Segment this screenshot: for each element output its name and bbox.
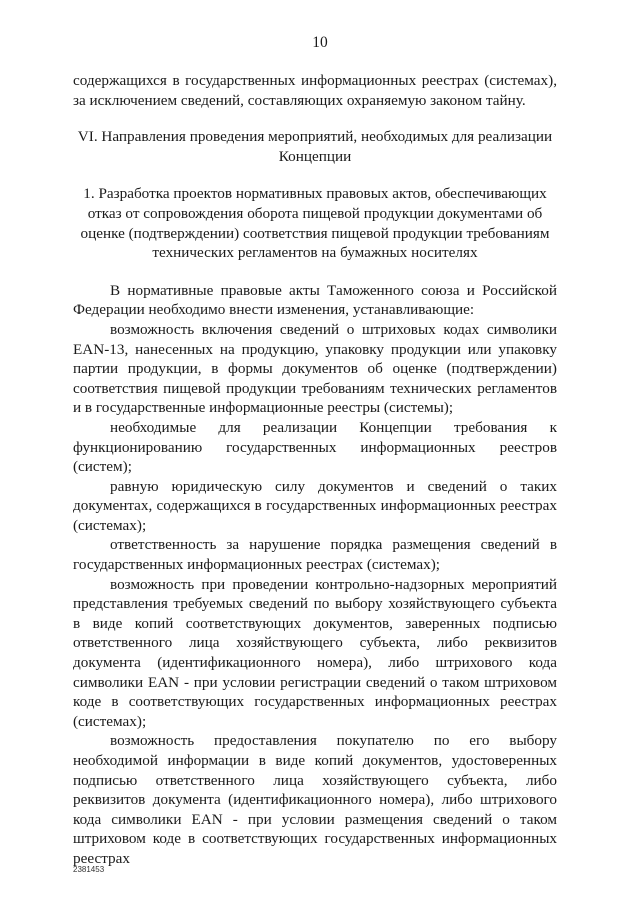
page-number: 10: [312, 34, 328, 51]
paragraph-6: возможность при проведении контрольно-надзорных мероприятий представления требуемых сведений по выбору хозяйствующего субъекта в виде копий соответствующих документов, заверенных подписью ответственного лица хозяйствующего субъекта, либо реквизитов документа (идентификационного номера), либо штрихового кода символики EAN - при условии регистрации сведений о таком штриховом коде в соответствующих государственных информационных реестрах (системах);: [73, 575, 557, 730]
paragraph-7: возможность предоставления покупателю по его выбору необходимой информации в виде копий документов, удостоверенных подписью ответственного лица хозяйствующего субъекта, либо реквизитов документа (идентификационного номера), либо штрихового кода символики EAN - при условии размещения сведений о таком штриховом коде в соответствующих государственных информационных реестрах: [73, 732, 557, 867]
section-heading: VI. Направления проведения мероприятий, необходимых для реализации Концепции: [77, 128, 553, 165]
intro-paragraph: содержащихся в государственных информационных реестрах (системах), за исключением сведений, составляющих охраняемую законом тайну.: [73, 72, 557, 109]
paragraph-1: В нормативные правовые акты Таможенного союза и Российской Федерации необходимо внести изменения, устанавливающие:: [73, 281, 557, 319]
paragraph-2: возможность включения сведений о штриховых кодах символики EAN-13, нанесенных на продукцию, упаковку продукции или упаковку партии продукции, в формы документов об оценке (подтверждении) соответствия пищевой продукции требованиям технических регламентов и в государственные информационные реестры (системы);: [73, 320, 557, 417]
paragraph-4: равную юридическую силу документов и сведений о таких документах, содержащихся в государственных информационных реестрах (системах);: [73, 477, 557, 534]
paragraph-5: ответственность за нарушение порядка размещения сведений в государственных информационных реестрах (системах);: [73, 536, 557, 574]
footer-document-code: 2381453: [73, 865, 105, 874]
paragraph-3: необходимые для реализации Концепции требования к функционированию государственных информационных реестров (систем);: [73, 418, 557, 476]
document-body: [73, 71, 557, 869]
sub-heading: 1. Разработка проектов нормативных правовых актов, обеспечивающих отказ от сопровождения оборота пищевой продукции документами об оценке (подтверждении) соответствия пищевой продукции требованиям технических регламентов на бумажных носителях: [80, 185, 550, 262]
